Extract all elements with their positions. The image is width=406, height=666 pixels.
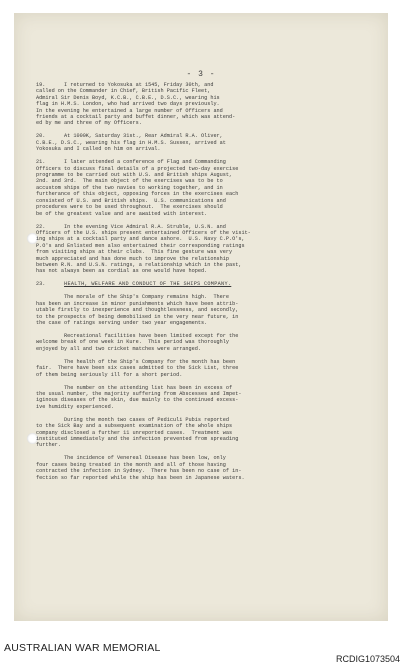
section-title: HEALTH, WELFARE AND CONDUCT OF THE SHIPS COMPANY.: [64, 281, 232, 288]
paragraph: [36, 294, 358, 326]
text-line: During the month two cases of Pediculi Pubis reported: [36, 416, 230, 423]
text-line: Officers of the U.S. ships present entertained Officers of the visit-: [36, 229, 251, 236]
paragraph: [36, 82, 358, 127]
text-line: of them being seriously ill for a short period.: [36, 371, 183, 378]
footer: [0, 636, 406, 666]
document-body: [36, 82, 358, 488]
text-line: welcome break of one week in Kure. This period was thoroughly: [36, 339, 230, 346]
footer-source: AUSTRALIAN WAR MEMORIAL: [4, 642, 161, 654]
text-line: four cases being treated in the month and all of those having: [36, 461, 226, 468]
text-line: iginous diseases of the skin, due mainly to the continued excess-: [36, 397, 239, 404]
text-line: further.: [36, 442, 61, 449]
text-line: procedures were to be used throughout. The exercises should: [36, 204, 223, 211]
text-line: fection so far reported while the ship has been in Japanese waters.: [36, 474, 245, 481]
text-line: programme to be carried out with U.S. and British ships August,: [36, 172, 233, 179]
text-line: contracted the infection in Sydney. There has been no case of in-: [36, 468, 242, 475]
section-heading: [36, 281, 358, 287]
paragraph: [36, 159, 358, 217]
text-line: instituted immediately and the infection prevented from spreading: [36, 436, 239, 443]
text-line: 19. I returned to Yokosuka at 1545, Friday 30th, and: [36, 82, 214, 88]
text-line: ive humidity experienced.: [36, 403, 114, 410]
paragraph: [36, 333, 358, 352]
text-line: Admiral Sir Denis Boyd, K.C.B., C.B.E., D.S.C., wearing his: [36, 94, 220, 101]
text-line: the case of ratings serving under two year engagements.: [36, 319, 208, 326]
paragraph: [36, 417, 358, 449]
text-line: much appreciated and has done much to improve the relationship: [36, 255, 230, 262]
text-line: the usual number, the majority suffering from Abscesses and Impet-: [36, 391, 242, 397]
text-line: between R.N. and U.S.N. ratings, a relationship which in the past,: [36, 261, 242, 268]
paragraph: [36, 385, 358, 411]
text-line: Recreational facilities have been limited except for the: [36, 332, 239, 339]
text-line: C.B.E., D.S.C., wearing his flag in H.M.S. Sussex, arrived at: [36, 139, 226, 146]
text-line: 21. I later attended a conference of Flag and Commanding: [36, 159, 226, 166]
text-line: enjoyed by all and two cricket matches were arranged.: [36, 345, 201, 352]
text-line: ed by me and three of my Officers.: [36, 120, 142, 127]
text-line: In the evening he entertained a large number of Officers and: [36, 107, 223, 114]
text-line: consisted of U.S. and British ships. U.S. communications and: [36, 197, 226, 204]
text-line: 22. In the evening Vice Admiral R.A. Struble, U.S.N. and: [36, 223, 226, 230]
paragraph: [36, 359, 358, 378]
page-number: - 3 -: [186, 70, 216, 79]
text-line: Officers to discuss final details of a projected two-day exercise: [36, 165, 239, 172]
text-line: 20. At 1000K, Saturday 31st., Rear Admiral R.A. Oliver,: [36, 133, 223, 140]
text-line: The number on the attending list has been in excess of: [36, 384, 233, 391]
text-line: 2nd. and 3rd. The main object of the exercises was to be to: [36, 178, 223, 185]
text-line: from visiting ships at their clubs. This fine gesture was very: [36, 249, 233, 256]
text-line: ing ships at a cocktail party and dance ashore. U.S. Navy C.P.O's,: [36, 236, 245, 243]
text-line: called on the Commander in Chief, British Pacific Fleet,: [36, 88, 211, 95]
text-line: friends at a cocktail party and buffet dinner, which was attend-: [36, 114, 236, 121]
text-line: flag in H.M.S. London, who had arrived two days previously.: [36, 101, 220, 108]
text-line: has not always been as cordial as one would have hoped.: [36, 268, 208, 275]
section-number: 23.: [36, 281, 46, 288]
text-line: P.O's and Enlisted men also entertained their corresponding ratings: [36, 242, 245, 249]
text-line: The health of the Ship's Company for the month has been: [36, 358, 236, 365]
text-line: The incidence of Venereal Disease has been low, only: [36, 455, 226, 462]
text-line: has been an increase in minor punishments which have been attrib-: [36, 300, 239, 307]
footer-reference: RCDIG1073504: [335, 654, 400, 664]
paragraph: [36, 455, 358, 481]
text-line: to the prospects of being demobilised in the very near future, in: [36, 313, 239, 320]
text-line: Yokosuka and I called on him on arrival.: [36, 146, 161, 153]
text-line: furtherance of this object, opposing forces in the exercises each: [36, 191, 239, 198]
text-line: be of the greatest value and are awaited with interest.: [36, 210, 208, 217]
text-line: utable firstly to inexperience and thoughtlessness, and secondly,: [36, 307, 239, 314]
text-line: fair. There have been six cases admitted to the Sick List, three: [36, 365, 239, 372]
text-line: to the Sick Bay and a subsequent examination of the whole ships: [36, 423, 233, 430]
paragraph: [36, 224, 358, 275]
text-line: The morale of the Ship's Company remains high. There: [36, 294, 230, 301]
paragraph: [36, 133, 358, 152]
text-line: accustom ships of the two navies to working together, and in: [36, 184, 223, 191]
text-line: company disclosed a further 11 unreported cases. Treatment was: [36, 429, 233, 436]
